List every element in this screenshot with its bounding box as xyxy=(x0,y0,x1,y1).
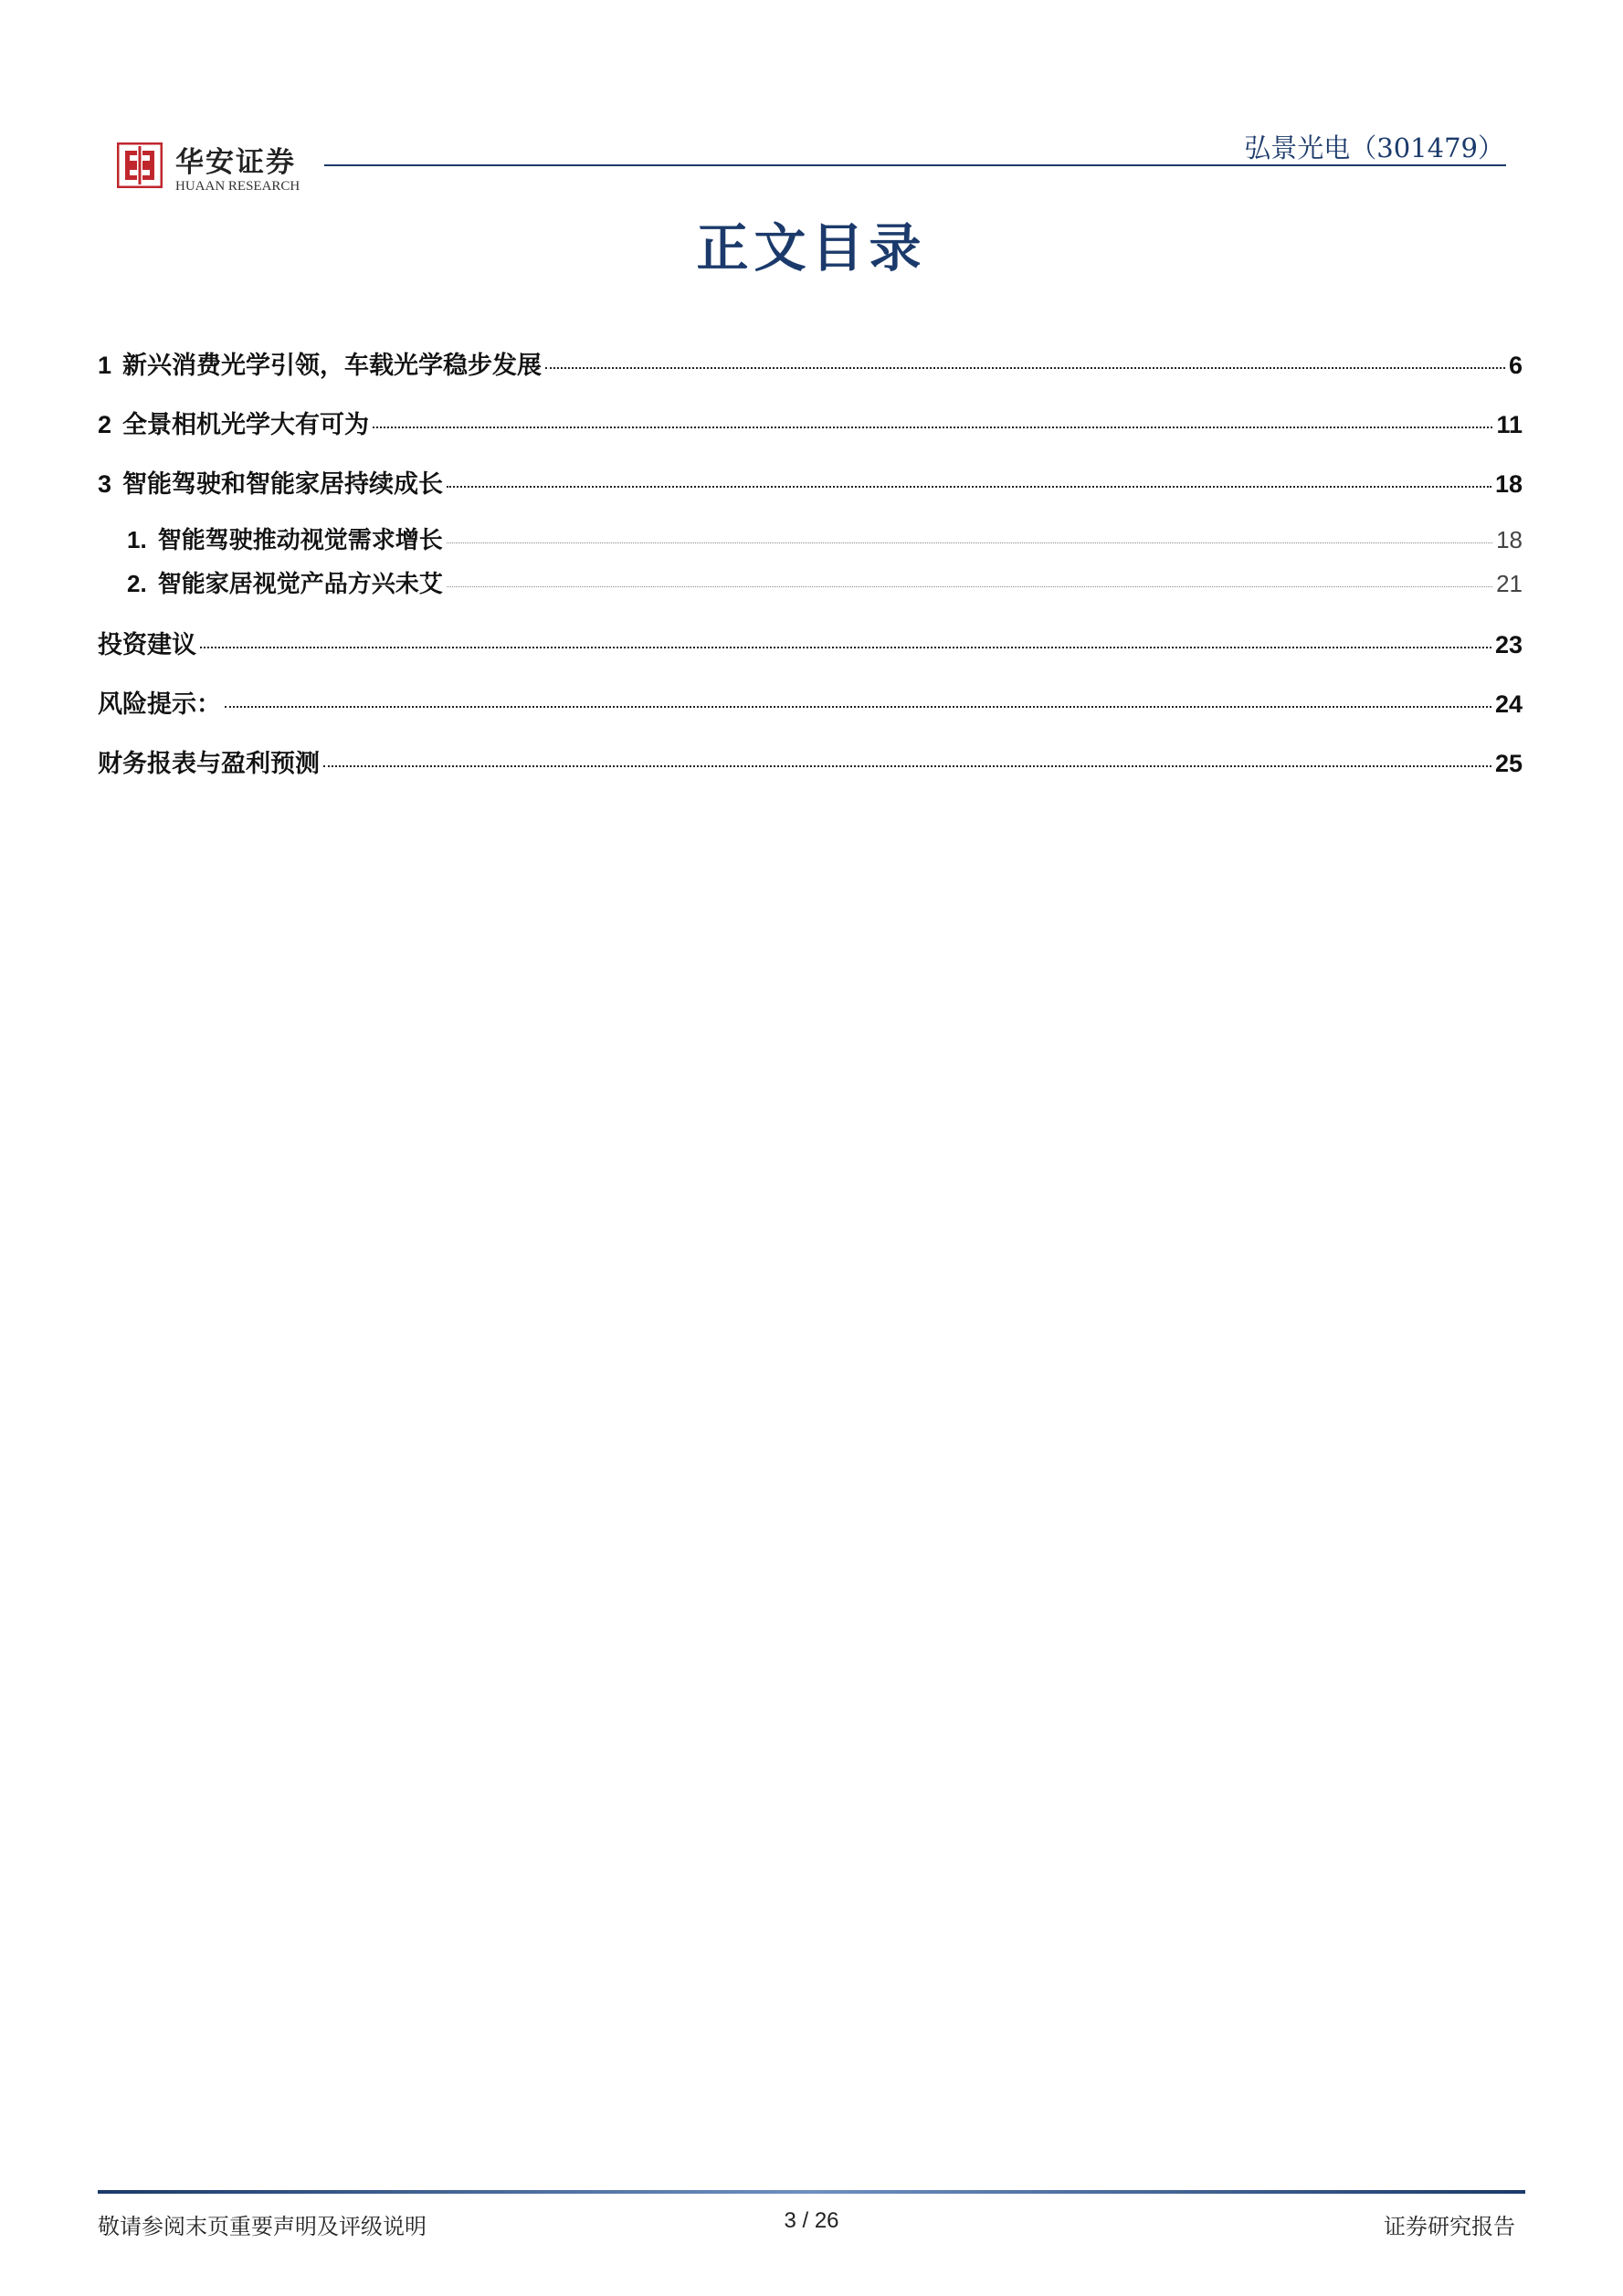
toc-subentry[interactable] xyxy=(127,565,1523,599)
toc-entry-label: 全景相机光学大有可为 xyxy=(122,411,370,439)
toc-entry[interactable] xyxy=(98,405,1523,440)
toc-entry-number: 2 xyxy=(98,411,112,438)
toc-entry-number: 2. xyxy=(127,570,147,597)
toc-entry[interactable] xyxy=(98,684,1523,720)
toc-entry-page: 18 xyxy=(1494,470,1523,498)
toc-entry-label: 新兴消费光学引领，车载光学稳步发展 xyxy=(122,352,543,380)
footer-report-type: 证券研究报告 xyxy=(1384,2214,1515,2239)
toc-leader-dots xyxy=(373,427,1492,428)
toc-entry[interactable] xyxy=(98,625,1523,660)
toc-leader-dots xyxy=(447,586,1492,587)
toc-entry-label: 智能驾驶和智能家居持续成长 xyxy=(122,470,444,499)
toc-subentry[interactable] xyxy=(127,521,1523,555)
toc-leader-dots xyxy=(447,486,1491,488)
toc-leader-dots xyxy=(200,647,1491,648)
toc-entry-label: 智能驾驶推动视觉需求增长 xyxy=(157,527,443,554)
toc-entry-page: 21 xyxy=(1496,570,1523,597)
header-divider xyxy=(324,164,1506,166)
brand-name: 华安证券 xyxy=(175,146,296,179)
page-title: 正文目录 xyxy=(696,217,927,279)
toc-entry-label: 财务报表与盈利预测 xyxy=(98,750,320,778)
brand-logo xyxy=(117,137,336,201)
toc-entry-page: 6 xyxy=(1508,352,1523,379)
toc-leader-dots xyxy=(323,765,1491,767)
toc-entry[interactable] xyxy=(98,345,1523,381)
toc-entry-number: 1 xyxy=(98,352,112,379)
brand-subtitle: HUAAN RESEARCH xyxy=(175,179,300,194)
toc-leader-dots xyxy=(225,706,1491,708)
toc-entry-page: 24 xyxy=(1494,690,1523,718)
toc-entry[interactable] xyxy=(98,743,1523,779)
toc-entry-label: 投资建议 xyxy=(98,631,196,659)
toc-entry-label: 风险提示： xyxy=(98,690,221,719)
toc-entry-number: 1. xyxy=(127,526,147,553)
company-header: 弘景光电（301479） xyxy=(1244,132,1504,163)
toc-leader-dots xyxy=(545,367,1505,369)
toc-entry-number: 3 xyxy=(98,470,112,498)
footer-divider xyxy=(98,2190,1525,2194)
toc-entry-page: 23 xyxy=(1494,631,1523,658)
footer-disclaimer: 敬请参阅末页重要声明及评级说明 xyxy=(98,2214,427,2239)
toc-entry[interactable] xyxy=(98,464,1523,500)
toc-entry-label: 智能家居视觉产品方兴未艾 xyxy=(157,571,443,598)
toc-entry-page: 11 xyxy=(1496,411,1523,438)
huaan-logo-icon xyxy=(117,142,163,188)
toc-leader-dots xyxy=(447,542,1492,543)
toc-entry-page: 18 xyxy=(1496,526,1523,553)
toc-entry-page: 25 xyxy=(1494,750,1523,777)
page-number: 3 / 26 xyxy=(784,2208,839,2233)
